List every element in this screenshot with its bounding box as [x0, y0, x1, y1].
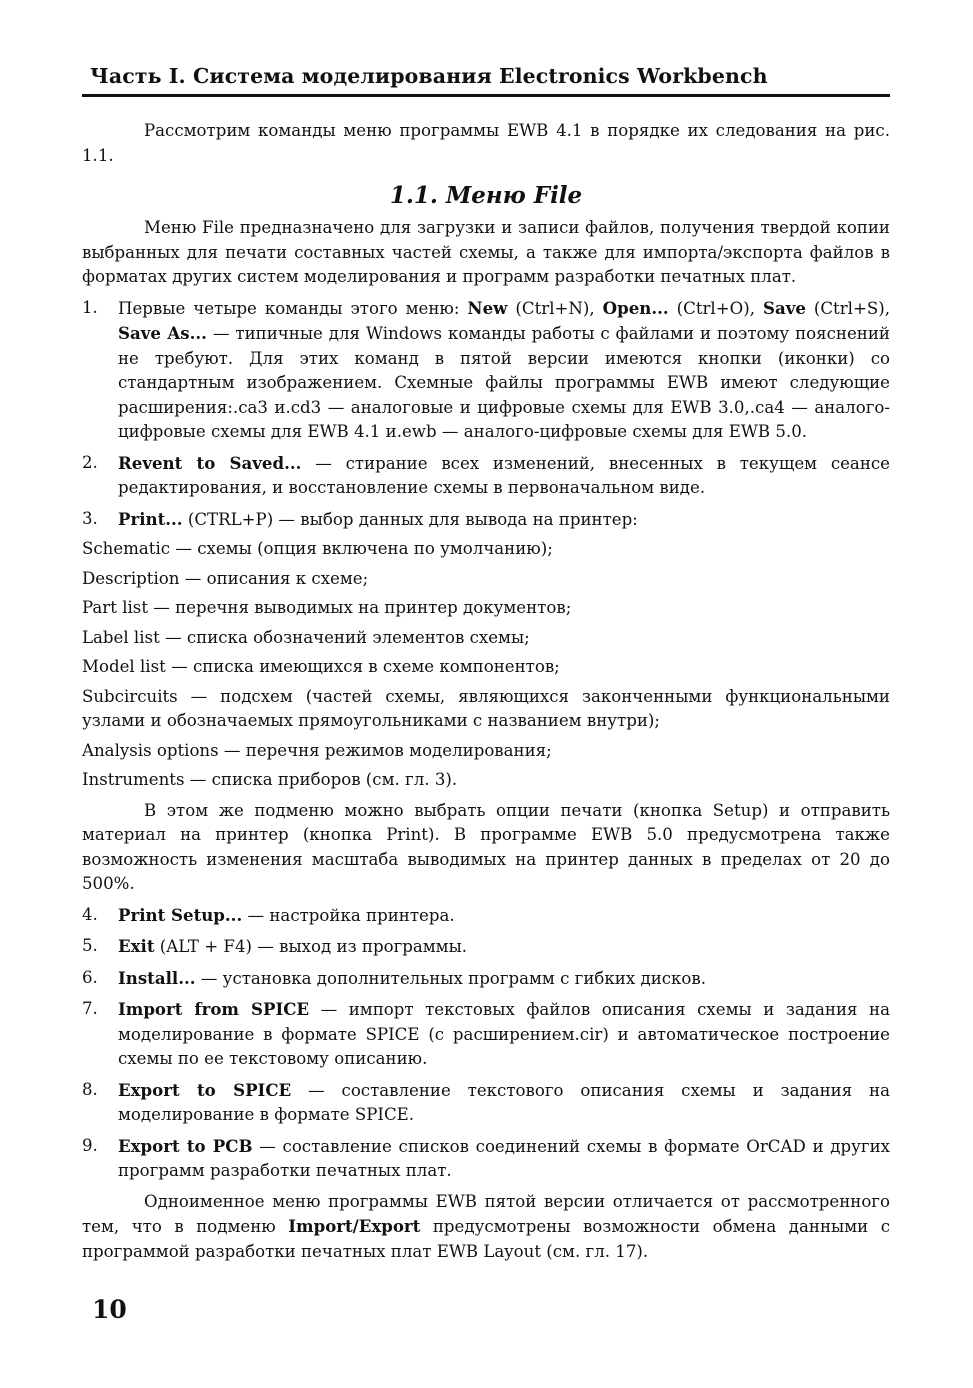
list-item-number: 6. [82, 967, 98, 987]
page [82, 58, 890, 1264]
command-name: Save [762, 297, 806, 318]
text-run: (ALT + F4) — выход из программы. [154, 937, 468, 956]
list-item-number: 5. [82, 936, 98, 955]
print-option: Part list — перечня выводимых на принтер документов; [82, 598, 572, 617]
print-option: Instruments — списка приборов (см. гл. 3). [82, 770, 458, 789]
command-name: Export to PCB [118, 1135, 253, 1156]
command-name: Open... [602, 297, 669, 318]
text-run: (CTRL+P) — выбор данных для вывода на принтер: [182, 509, 638, 529]
list-item [82, 903, 890, 929]
command-name: Export to SPICE [118, 1079, 292, 1100]
list-item-number: 8. [82, 1079, 98, 1099]
lead-paragraph: Меню File предназначено для загрузки и записи файлов, получения твердой копии выбранных для печати составных частей схемы, а также для импорта/экспорта файлов в форматах других систем моделирования и программ разработки печатных плат. [82, 218, 890, 286]
text-run: — настройка принтера. [242, 905, 455, 925]
command-name: New [467, 297, 508, 318]
closing-paragraph [82, 1190, 890, 1265]
command-name: Import from SPICE [118, 999, 310, 1019]
command-name: Import/Export [288, 1216, 421, 1236]
command-name: Revent to Saved... [118, 452, 302, 473]
page-number: 10 [92, 1295, 127, 1324]
list-item [82, 451, 890, 501]
print-options-list [82, 537, 890, 793]
list-item [82, 934, 890, 960]
print-option: Analysis options — перечня режимов моделирования; [82, 740, 552, 760]
text-run: — составление списков соединений схемы в формате OrCAD и других программ разработки печатных плат. [118, 1136, 890, 1180]
section-title: 1.1. Меню File [389, 182, 583, 209]
command-name: Print... [118, 508, 183, 529]
list-item [82, 1078, 890, 1128]
text-run: (Ctrl+S), [805, 298, 890, 318]
print-option: Description — описания к схеме; [82, 568, 369, 588]
print-option: Label list — списка обозначений элементов схемы; [82, 627, 530, 647]
text-run: предусмотрены возможности обмена данными с программой разработки печатных плат EWB Layout (см. гл. 17). [82, 1217, 890, 1261]
text-run: — типичные для Windows команды работы с файлами и поэтому пояснений не требуют. Для этих команд в пятой версии имеются кнопки (иконки) со стандартным изображением. Схемные файлы программы EWB имеют следующие расширения:.ca3 и.cd3 — аналоговые и цифровые схемы для EWB 3.0,.ca4 — аналого-цифровые схемы для EWB 4.1 и.ewb — аналого-цифровые схемы для EWB 5.0. [118, 324, 890, 441]
numbered-list-b [82, 903, 890, 1184]
list-item [82, 997, 890, 1072]
numbered-list-a [82, 296, 890, 533]
list-item [82, 507, 890, 533]
list-item-number: 9. [82, 1135, 98, 1155]
text-run: — стирание всех изменений, внесенных в текущем сеансе редактирования, и восстановление схемы в первоначальном виде. [118, 453, 890, 497]
command-name: Print Setup... [118, 904, 243, 925]
text-run: Первые четыре команды этого меню: [118, 298, 468, 318]
intro-paragraph: Рассмотрим команды меню программы EWB 4.1 в порядке их следования на рис. 1.1. [82, 121, 890, 165]
list-item-number: 3. [82, 508, 98, 528]
print-option: Schematic — схемы (опция включена по умолчанию); [82, 539, 553, 558]
command-name: Install... [118, 967, 196, 988]
text-run: — установка дополнительных программ с гибких дисков. [195, 968, 707, 988]
text-run: Одноименное меню программы EWB пятой версии отличается от рассмотренного тем, что в подменю [82, 1191, 890, 1236]
command-name: Save As... [118, 323, 207, 343]
text-run: — импорт текстовых файлов описания схемы и задания на моделирование в формате SPICE (с расширением.cir) и автоматическое построение схемы по ее текстовому описанию. [118, 1000, 890, 1068]
list-item [82, 966, 890, 992]
command-name: Exit [118, 936, 155, 956]
list-item-number: 4. [82, 904, 98, 924]
print-option: Subcircuits — подсхем (частей схемы, являющихся законченными функциональными узлами и обозначаемых прямоугольниками с названием внутри); [82, 686, 890, 730]
list-item-number: 2. [82, 452, 98, 472]
text-run: (Ctrl+O), [668, 298, 763, 318]
print-note-paragraph: В этом же подменю можно выбрать опции печати (кнопка Setup) и отправить материал на принтер (кнопка Print). В программе EWB 5.0 предусмотрена также возможность изменения масштаба выводимых на принтер данных в пределах от 20 до 500%. [82, 800, 890, 893]
list-item-number: 1. [82, 297, 98, 317]
text-run: — составление текстового описания схемы и задания на моделирование в формате SPICE. [118, 1080, 891, 1124]
print-option: Model list — списка имеющихся в схеме компонентов; [82, 657, 560, 676]
list-item-number: 7. [82, 999, 98, 1018]
list-item [82, 1134, 890, 1184]
text-run: (Ctrl+N), [507, 298, 603, 318]
list-item [82, 296, 890, 445]
running-header: Часть I. Система моделирования Electronics Workbench [82, 58, 890, 97]
